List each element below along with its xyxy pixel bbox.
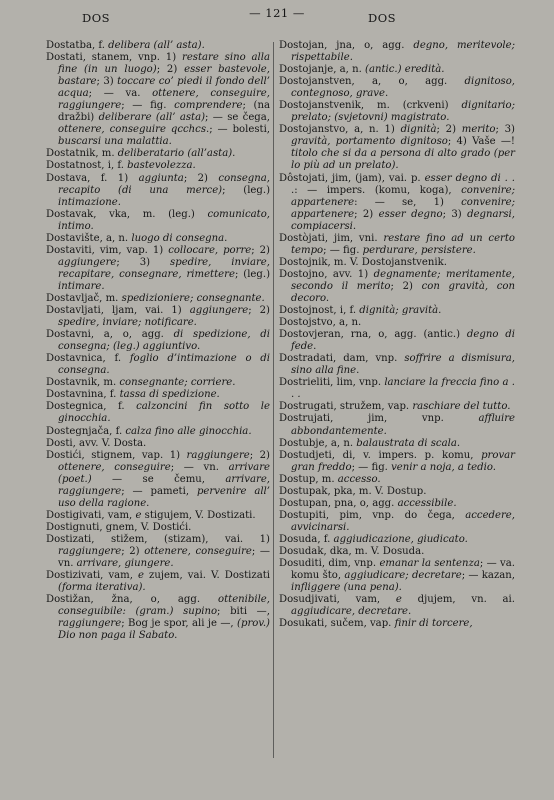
entry-text: ; — fig. [323,244,363,256]
entry-text: ; 2) [354,208,379,220]
dictionary-entry [279,269,515,305]
entry-text: Dostići, stignem, vap. 1) [46,449,187,461]
entry-text: : — impers. (komu, koga), [294,184,462,196]
entry-definition: comprendere [174,100,243,112]
entry-definition: balaustrata di scala. [356,437,461,449]
entry-definition: aggiungere [58,256,117,268]
dictionary-entry [279,413,515,437]
entry-definition: bastevolezza. [127,160,196,172]
entry-text: ; 4) Vaše —! [447,136,515,148]
entry-text: ; — kazan, [461,570,515,582]
entry-text: Dostignuti, gnem, V. Dostići. [46,521,192,533]
dictionary-entry [279,498,515,510]
dictionary-entry [46,401,270,425]
entry-text: Dostupan, pna, o, agg. [279,497,398,509]
entry-text: Dôstojati, jim, (jam), vai. p. [279,172,425,184]
entry-definition: dignitoso, contegnoso, grave. [291,76,515,100]
entry-text: Dostizati, stižem, (stizam), vai. 1) [46,533,270,545]
entry-definition: accesso. [337,473,381,485]
dictionary-entry [46,52,270,148]
dictionary-entry [279,438,515,450]
dictionary-entry [279,173,515,233]
entry-definition: soffrire a dismisura, sino alla fine. [291,353,515,377]
entry-definition: deliberatario (all’asta). [117,148,236,160]
entry-definition: accessibile. [397,497,457,509]
entry-text: Dostradati, dam, vnp. [279,353,405,365]
entry-definition: raggiungere [58,545,122,557]
dictionary-entry [46,329,270,353]
dictionary-entry [46,40,270,52]
entry-definition: arrivare, giungere. [76,558,174,570]
entry-text: ; — pameti, [121,485,197,497]
dictionary-entry [46,160,270,172]
entry-text: : — se, 1) [354,196,462,208]
entry-definition: venir a noja, a tedio. [391,461,496,473]
dictionary-entry [279,450,515,474]
dictionary-entry [46,510,270,522]
dictionary-entry [279,594,515,618]
entry-text: Dostavnik, m. [46,377,120,389]
dictionary-entry [279,64,515,76]
entry-text: ; (leg.) [234,268,271,280]
entry-definition: aggiudicare, decretare. [291,606,412,618]
entry-text: Dostavak, vka, m. (leg.) [46,208,208,220]
entry-definition: affluire abbondantemente. [291,413,515,437]
entry-text: stigujem, V. Dostizati. [141,509,256,521]
entry-definition: (antic.) eredità. [365,64,445,76]
entry-definition: raggiungere [186,449,250,461]
dictionary-entry [279,534,515,546]
dictionary-entry [46,534,270,570]
entry-text: ; Bog je spor, ali je —, [121,618,238,630]
entry-text: ; — va. komu što, [291,558,515,582]
entry-text: ; (leg.) [222,184,271,196]
entry-definition: gravità, portamento dignitoso [291,136,448,148]
entry-text: Dostojanstvenik, m. (crkveni) [279,100,462,112]
entry-definition: perdurare, persistere. [362,244,476,256]
entry-text: Dostòjati, jim, vni. [279,232,384,244]
dictionary-entry [279,329,515,353]
entry-text: Dostavljač, m. [46,292,122,304]
entry-text: ; 2) [183,172,219,184]
entry-definition: aggiudicazione, giudicato. [333,533,468,545]
entry-definition: calzoncini fin sotto le ginocchia. [58,401,270,425]
entry-text: Dostatnik, m. [46,148,118,160]
dictionary-entry [46,245,270,293]
dictionary-entry [279,510,515,534]
entry-text: ; 2) [436,124,462,136]
page-header [0,5,554,25]
entry-definition: con gravità, con decoro. [291,280,515,304]
entry-definition: degno di fede. [291,329,515,353]
entry-text: Dostavljati, ljam, vai. 1) [46,305,190,317]
entry-text: Dostojanstvo, a, n. 1) [279,124,401,136]
entry-text: Dostaviti, vim, vap. 1) [46,244,169,256]
entry-definition: buscarsi una malattia. [58,136,172,148]
entry-text: Dostojnost, i, f. [279,305,360,317]
entry-text: ; 2) [156,64,185,76]
entry-text: Dostavni, a, o, agg. [46,329,174,341]
entry-text: Dosudak, dka, m. V. Dosuda. [279,545,425,557]
entry-definition: spedizioniere; consegnante. [121,292,265,304]
entry-text: ; — fig. [351,461,392,473]
entry-definition: restare fino ad un certo tempo [291,232,516,256]
entry-definition: dignità [400,124,437,136]
entry-definition: arrivare, raggiungere [58,473,270,497]
dictionary-entry [279,40,515,64]
entry-text: ; 2) [248,305,270,317]
entry-definition: e [137,570,144,582]
dictionary-entry [46,293,270,305]
entry-definition: spedire, inviare; notificare. [58,317,197,329]
dictionary-entry [279,546,515,558]
entry-definition: raschiare del tutto. [412,401,511,413]
entry-text: Dostegnica, f. [46,401,137,413]
entry-text: Dostegnjača, f. [46,425,126,437]
entry-text: Dostojan, jna, o, agg. [279,40,414,51]
entry-definition: consegna, recapito (di una merce) [58,172,270,196]
dictionary-entry [279,353,515,377]
entry-definition: degno, meritevole; rispettabile. [291,40,516,64]
entry-text: Dostavnina, f. [46,389,120,401]
entry-definition: aggiungere [189,305,249,317]
entry-text: ; — vn. [170,461,229,473]
entry-definition: accedere, avvicinarsi. [291,509,515,533]
entry-definition: aggiudicare; decretare [344,570,462,582]
entry-definition: dignità; gravità. [359,305,442,317]
entry-text: Dostubje, a, n. [279,437,357,449]
dictionary-entry [46,305,270,329]
entry-text: Dostojnik, m. V. Dostojanstvenik. [279,256,447,268]
entry-definition: lanciare la freccia fino a . . . [291,377,515,401]
entry-definition: ottenere, conseguire [144,545,252,557]
entry-definition: ottenere, conseguire, raggiungere [58,88,270,112]
entry-definition: collocare, porre [168,244,252,256]
column-divider [273,42,274,758]
dictionary-entry [279,305,515,317]
entry-text: Dostojstvo, a, n. [279,317,362,329]
entry-definition: degnarsi, compiacersi. [291,208,515,232]
entry-definition: consegnante; corriere. [119,377,236,389]
entry-definition: tassa di spedizione. [119,389,220,401]
entry-text: ; — fig. [121,100,175,112]
entry-definition: e [135,509,142,521]
entry-text: Dostrugati, stružem, vap. [279,401,413,413]
entry-text: zujem, vai. V. Dostizati [143,570,270,582]
left-column [46,40,270,642]
entry-text: Dostavište, a, n. [46,232,132,244]
left-running-head: DOS [82,11,111,25]
entry-text: Dostup, m. [279,473,338,485]
dictionary-entry [46,148,270,160]
entry-definition: di spedizione, di consegna; (leg.) aggiuntivo. [58,329,270,353]
entry-definition: intimare. [58,280,105,292]
dictionary-entry [279,401,515,413]
entry-definition: delibera (all’ asta). [108,40,205,51]
dictionary-entry [279,558,515,594]
entry-definition: calza fino alle ginocchia. [125,425,252,437]
entry-text: Dostovjeran, rna, o, agg. (antic.) [279,329,467,341]
entry-definition: esser bastevole, bastare [58,64,270,88]
dictionary-entry [279,124,515,172]
entry-text: Dostati, stanem, vnp. 1) [46,52,182,64]
entry-definition: aggiunta [138,172,184,184]
entry-text: Dostupak, pka, m. V. Dostup. [279,485,427,497]
entry-text: Dostrieliti, lim, vnp. [279,377,385,389]
entry-definition: esser degno [378,208,443,220]
dictionary-entry [46,594,270,642]
entry-definition: (forma iterativa). [58,582,146,594]
dictionary-entry [46,209,270,233]
entry-definition: dignitario; prelato; (svjetovni) magistrato. [291,100,515,124]
entry-definition: esser degno di . . . [291,172,516,196]
dictionary-entry [46,173,270,209]
dictionary-entry [46,450,270,510]
entry-text: ; — va. [88,88,153,100]
entry-text: Dostatba, f. [46,40,109,51]
entry-text: Dostizivati, vam, [46,570,138,582]
entry-text: Dosuda, f. [279,533,334,545]
right-running-head: DOS [368,11,397,25]
entry-definition: infliggere (una pena). [291,582,402,594]
entry-text: djujem, vn. ai. [401,594,515,606]
dictionary-entry [279,474,515,486]
entry-text: ; — se čega, [205,112,270,124]
dictionary-entry [46,353,270,377]
entry-definition: pervenire all’ uso della ragione. [58,485,270,509]
entry-text: Dostava, f. 1) [46,172,139,184]
dictionary-entry [279,257,515,269]
entry-text: ; 2) [251,244,270,256]
entry-text: Dostojno, avv. 1) [279,268,374,280]
entry-text: Dostojanje, a, n. [279,64,366,76]
entry-definition: ottenere, conseguire qcchcs. [58,124,210,136]
dictionary-entry [279,486,515,498]
entry-definition: ottenibile, conseguibile: (gram.) supino [58,594,270,618]
entry-text: ; 3) [116,256,171,268]
entry-definition: deliberare (all’ asta) [98,112,206,124]
entry-definition: merito [461,124,496,136]
dictionary-entry [279,233,515,257]
entry-definition: raggiungere [58,618,122,630]
entry-text: ; (na dražbi) [58,100,270,124]
entry-definition: intimazione. [58,196,121,208]
entry-text: ; 3) [495,124,515,136]
entry-definition: emanar la sentenza [379,558,480,570]
entry-definition: convenire; appartenere [291,184,515,208]
page-number: — 121 — [249,6,305,20]
entry-definition: arrivare (poet.) [58,461,270,485]
entry-text: ; 3) [442,208,468,220]
entry-text: ; 2) [390,280,422,292]
entry-text: Dostatnost, i, f. [46,160,128,172]
entry-definition: degnamente; meritamente, secondo il merito [291,268,515,292]
entry-text: Dostojanstven, a, o, agg. [279,76,465,88]
entry-text: — se čemu, [91,473,226,485]
entry-text: Dostrujati, jim, vnp. [279,413,479,425]
entry-text: Dostupiti, pim, vnp. do čega, [279,509,466,521]
dictionary-entry [279,317,515,329]
entry-text: ; 3) [96,76,118,88]
dictionary-entry [46,426,270,438]
entry-definition: comunicato, intimo. [58,208,270,232]
entry-definition: titolo che si da a persona di alto grado (per lo più ad un prelato). [291,148,515,172]
entry-text: Dosti, avv. V. Dosta. [46,437,147,449]
dictionary-entry [46,389,270,401]
right-column [279,40,515,630]
entry-definition: restare sino alla fine (in un luogo) [58,52,270,76]
dictionary-entry [279,377,515,401]
entry-definition: luogo di consegna. [131,232,228,244]
entry-definition: toccare co’ piedi il fondo dell’ acqua [58,76,270,100]
entry-text: ; 2) [121,545,145,557]
entry-text: Dosuditi, dim, vnp. [279,558,380,570]
dictionary-entry [46,522,270,534]
dictionary-entry [46,233,270,245]
entry-text: ; 2) [249,449,270,461]
entry-definition: provar gran freddo [291,449,515,473]
entry-text: Dostižan, žna, o, agg. [46,594,218,606]
dictionary-entry [279,618,515,630]
entry-definition: ottenere, conseguire [58,461,171,473]
dictionary-entry [279,100,515,124]
dictionary-entry [279,76,515,100]
entry-text: Dosudjivati, vam, [279,594,396,606]
dictionary-entry [46,438,270,450]
dictionary-entry [46,377,270,389]
entry-text: Dostudjeti, di, v. impers. p. komu, [279,449,482,461]
entry-definition: convenire; appartenere [291,196,515,220]
entry-definition: spedire, inviare, recapitare, consegnare, rimettere [58,256,270,280]
entry-definition: foglio d’intimazione o di consegna. [58,353,270,377]
entry-text: Dosukati, sučem, vap. [279,618,395,630]
entry-text: Dostavnica, f. [46,353,130,365]
entry-definition: e [395,594,402,606]
entry-text: ; — bolesti, [209,124,271,136]
entry-definition: (prov.) Dio non paga il Sabato. [58,618,270,642]
dictionary-entry [46,570,270,594]
entry-text: ; — vn. [58,545,270,570]
entry-definition: finir di torcere, [394,618,473,630]
entry-text: ; biti —, [217,606,270,618]
entry-text: Dostigivati, vam, [46,509,136,521]
